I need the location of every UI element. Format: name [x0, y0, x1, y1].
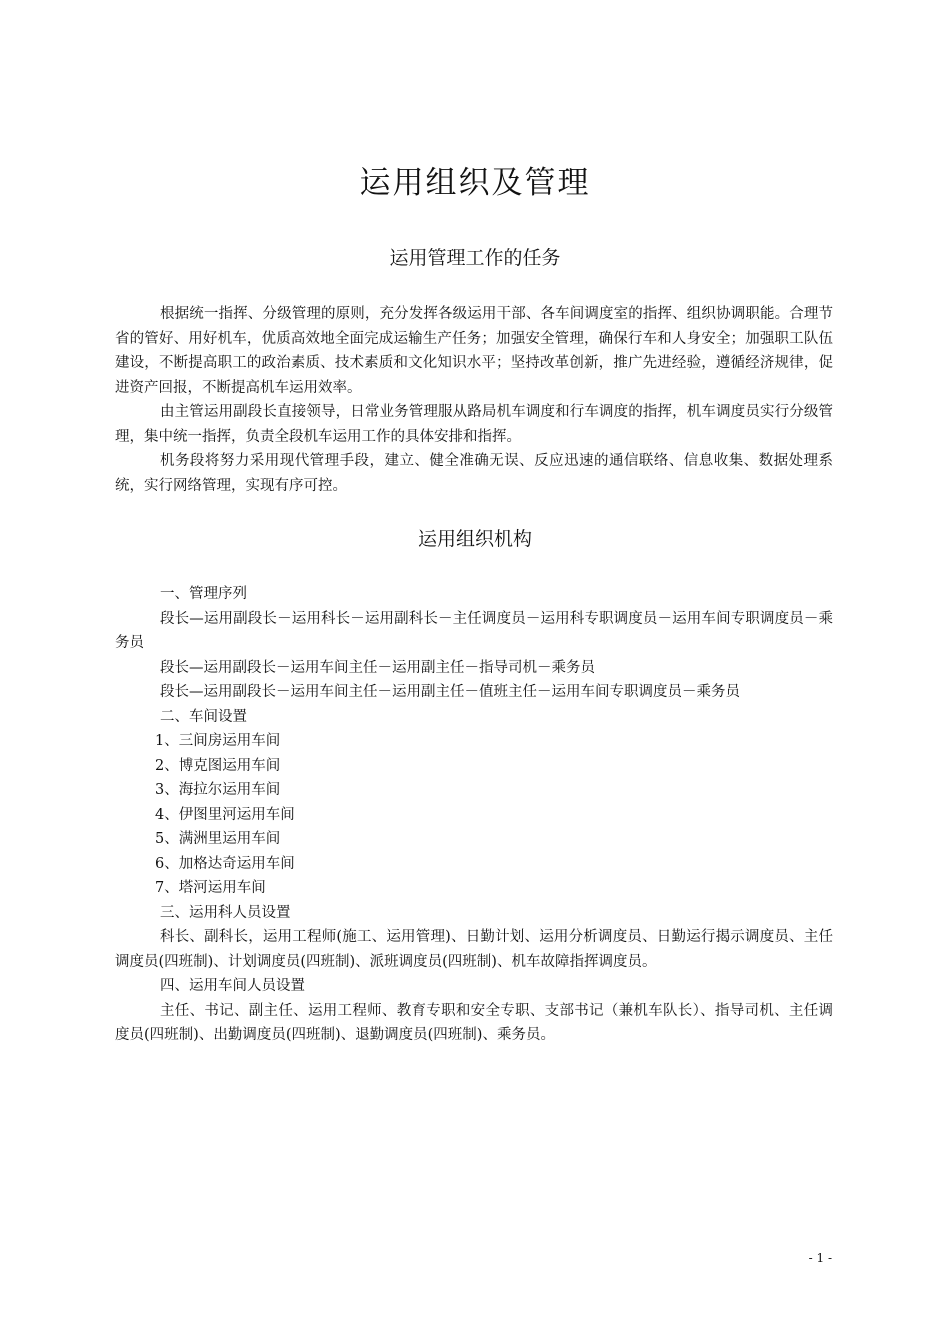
- heading-workshop-setup: 二、车间设置: [160, 708, 247, 725]
- sequence-line-3: 段长—运用副段长－运用车间主任－运用副主任－值班主任－运用车间专职调度员－乘务员: [160, 684, 740, 700]
- section-organization-body: [115, 582, 833, 1048]
- heading-workshop-staff: 四、运用车间人员设置: [160, 978, 305, 994]
- workshop-item: 4、伊图里河运用车间: [155, 806, 295, 823]
- workshop-item: 7、塔河运用车间: [155, 880, 266, 896]
- paragraph-principles: 根据统一指挥、分级管理的原则，充分发挥各级运用干部、各车间调度室的指挥、组织协调职能。合理节省的管好、用好机车，优质高效地全面完成运输生产任务；加强安全管理，确保行车和人身安全；加强职工队伍建设，不断提高职工的政治素质、技术素质和文化知识水平；坚持改革创新，推广先进经验，遵循经济规律，促进资产回报，不断提高机车运用效率。: [115, 306, 833, 396]
- workshop-item: 6、加格达奇运用车间: [155, 855, 295, 872]
- sequence-line-2: 段长—运用副段长－运用车间主任－运用副主任－指导司机－乘务员: [160, 659, 595, 676]
- heading-management-sequence: 一、管理序列: [160, 586, 247, 602]
- paragraph-modern-management: 机务段将努力采用现代管理手段，建立、健全准确无误、反应迅速的通信联络、信息收集、数据处理系统，实行网络管理，实现有序可控。: [115, 453, 833, 494]
- document-title: 运用组织及管理: [359, 165, 591, 201]
- workshop-item: 3、海拉尔运用车间: [155, 782, 281, 798]
- workshop-staff-text: 主任、书记、副主任、运用工程师、教育专职和安全专职、支部书记（兼机车队长）、指导司机、主任调度员(四班制)、出勤调度员(四班制)、退勤调度员(四班制)、乘务员。: [115, 1002, 833, 1043]
- paragraph-leadership: 由主管运用副段长直接领导，日常业务管理服从路局机车调度和行车调度的指挥，机车调度员实行分级管理，集中统一指挥，负责全段机车运用工作的具体安排和指挥。: [115, 404, 833, 445]
- sequence-line-1: 段长—运用副段长－运用科长－运用副科长－主任调度员－运用科专职调度员－运用车间专职调度员－乘务员: [115, 610, 833, 651]
- department-staff-text: 科长、副科长，运用工程师(施工、运用管理)、日勤计划、运用分析调度员、日勤运行揭示调度员、主任调度员(四班制)、计划调度员(四班制)、派班调度员(四班制)、机车故障指挥调度员。: [115, 929, 833, 970]
- page-number: - 1 -: [808, 1251, 832, 1265]
- heading-department-staff: 三、运用科人员设置: [160, 904, 291, 921]
- workshop-item: 5、满洲里运用车间: [155, 831, 281, 847]
- section-tasks-body: [115, 302, 833, 498]
- section-title-tasks: 运用管理工作的任务: [389, 247, 561, 269]
- workshop-item: 2、博克图运用车间: [155, 757, 281, 774]
- workshop-item: 1、三间房运用车间: [155, 733, 281, 749]
- section-title-organization: 运用组织机构: [417, 528, 532, 550]
